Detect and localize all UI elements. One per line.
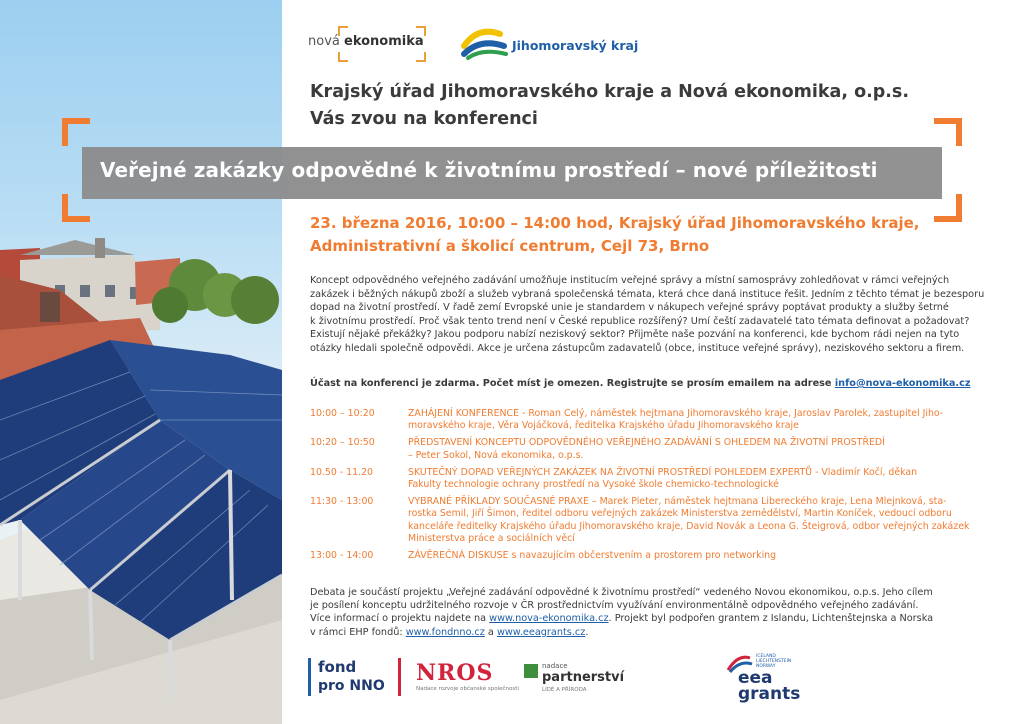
program-description: – Peter Sokol, Nová ekonomika, o.p.s.: [408, 449, 584, 461]
nova-ekonomika-wordmark: nová ekonomika: [308, 34, 424, 49]
program-item: [310, 550, 1010, 562]
nova-ekonomika-link[interactable]: www.nova-ekonomika.cz: [489, 613, 609, 625]
program-description: Fakulty technologie ochrany prostředí na Vysoké škole chemicko-technologické: [408, 479, 779, 491]
corner-bracket: [62, 118, 90, 146]
jmk-emblem-icon: [460, 24, 510, 62]
description-line: otázky hledali společně odpovědi. Akce je určena zástupcům zadavatelů (obce, instituce veřejné správy), neziskového sektoru a firem.: [310, 342, 965, 354]
project-footer-text: [310, 586, 1010, 639]
registration-email-link[interactable]: info@nova-ekonomika.cz: [834, 378, 971, 389]
corner-bracket: [934, 118, 962, 146]
program-description: SKUTEČNÝ DOPAD VEŘEJNÝCH ZAKÁZEK NA ŽIVOTNÍ PROSTŘEDÍ POHLEDEM EXPERTŮ - Vladimír Kočí, děkan: [408, 466, 918, 478]
eea-grants-logo: ICELAND LIECHTENSTEIN NORWAY eea grants: [720, 650, 800, 710]
program-description: kanceláře ředitelky Krajského úřadu Jihomoravského kraje, David Novák a Leona G. Šteigrová, odbor veřejných zakázek: [408, 520, 970, 532]
program-description: rostka Semil, Jiří Šimon, ředitel odboru veřejných zakázek Ministerstva zemědělství, Martin Koníček, vedoucí odboru: [408, 508, 952, 520]
description-line: Existují nějaké překážky? Jakou podporu nabízí neziskový sektor? Přijměte naše pozvání na konferenci, kde bychom rádi nejen na tyto: [310, 329, 960, 341]
program-time: 10:00 – 10:20: [310, 408, 375, 419]
footer-line: je posílení konceptu udržitelného rozvoje v ČR prostřednictvím využívání environmentálně odpovědného veřejného zadávání.: [310, 600, 919, 612]
fond-pro-nno-logo: fond pro NNO: [308, 656, 404, 698]
description-text: [310, 274, 1000, 356]
program-item: [310, 467, 1010, 491]
program-item: [310, 437, 1010, 461]
nros-logo: NROS Nadace rozvoje občanské společnosti: [416, 660, 519, 692]
description-line: k životnímu prostředí. Proč však tento trend není v České republice rozšířený? Umí čeští zadavatelé tato témata definovat a požadovat?: [310, 315, 970, 327]
invitation-heading: Vás zvou na konferenci: [310, 109, 538, 129]
program-item: [310, 496, 1010, 545]
jihomoravsky-kraj-logo: [460, 24, 650, 62]
program-description: Ministerstva práce a sociálních věcí: [408, 532, 575, 544]
description-line: dopad na životní prostředí. V řadě zemí Evropské unie je standardem v nákupech veřejné správy poptávat produkty a služby šetrné: [310, 302, 949, 314]
description-line: zakázek i běžných nákupů zboží a služeb vybraná společenská témata, která chce daná instituce řešit. Jedním z těchto témat je bezesporu: [310, 288, 985, 300]
program-description: moravského kraje, Věra Vojáčková, ředitelka Krajského úřadu Jihomoravského kraje: [408, 420, 799, 432]
program-description: ZÁVĚREČNÁ DISKUSE s navazujícím občerstvením a prostorem pro networking: [408, 550, 777, 562]
program-time: 10.50 - 11.20: [310, 466, 374, 478]
logo-bracket-icon: [338, 52, 348, 62]
logo-bracket-icon: [416, 52, 426, 62]
footer-line: v rámci EHP fondů: www.fondnno.cz a www.eeagrants.cz.: [310, 626, 589, 638]
leaf-icon: [524, 664, 538, 678]
footer-line: Více informací o projektu najdete na www.nova-ekonomika.cz. Projekt byl podpořen grantem z Islandu, Lichtenštejnska a Norska: [310, 613, 934, 625]
program-description: VYBRANÉ PŘÍKLADY SOUČASNÉ PRAXE – Marek Pieter, náměstek hejtmana Libereckého kraje, Lena Mlejnková, sta-: [408, 496, 947, 508]
conference-title-banner: [82, 147, 942, 199]
fondnno-link[interactable]: www.fondnno.cz: [405, 626, 485, 638]
event-venue: Administrativní a školicí centrum, Cejl 73, Brno: [310, 237, 710, 255]
program-description: PŘEDSTAVENÍ KONCEPTU ODPOVĚDNÉHO VEŘEJNÉHO ZADÁVÁNÍ S OHLEDEM NA ŽIVOTNÍ PROSTŘEDÍ: [408, 437, 885, 449]
nadace-partnerstvi-logo: nadace partnerství LIDÉ A PŘÍRODA: [524, 662, 624, 696]
program-item: [310, 408, 1010, 432]
organizers-heading: Krajský úřad Jihomoravského kraje a Nová ekonomika, o.p.s.: [310, 82, 909, 102]
event-date-place: 23. března 2016, 10:00 – 14:00 hod, Krajský úřad Jihomoravského kraje,: [310, 214, 920, 232]
program-time: 11:30 - 13:00: [310, 496, 374, 508]
solar-panels-photo: [0, 0, 282, 724]
description-line: Koncept odpovědného veřejného zadávání umožňuje institucím veřejné správy a místní samosprávy zohledňovat v rámci veřejných: [310, 275, 950, 286]
eeagrants-link[interactable]: www.eeagrants.cz: [496, 626, 586, 638]
rooftop-illustration: [0, 0, 282, 724]
program-description: ZAHÁJENÍ KONFERENCE - Roman Celý, náměstek hejtmana Jihomoravského kraje, Jaroslav Parolek, zastupitel Jiho-: [408, 408, 944, 419]
program-time: 10:20 – 10:50: [310, 437, 375, 449]
registration-note: Účast na konferenci je zdarma. Počet míst je omezen. Registrujte se prosím emailem na adrese info@nova-ekonomika.cz: [310, 378, 971, 389]
program-schedule: [310, 408, 1010, 567]
footer-line: Debata je součástí projektu „Veřejné zadávání odpovědné k životnímu prostředí“ vedeného Novou ekonomikou, o.p.s. Jeho cílem: [310, 587, 933, 598]
jmk-wordmark: Jihomoravský kraj: [512, 38, 639, 53]
program-time: 13:00 - 14:00: [310, 550, 374, 562]
nova-ekonomika-logo: [304, 26, 422, 60]
conference-title: Veřejné zakázky odpovědné k životnímu prostředí – nové příležitosti: [100, 158, 878, 182]
